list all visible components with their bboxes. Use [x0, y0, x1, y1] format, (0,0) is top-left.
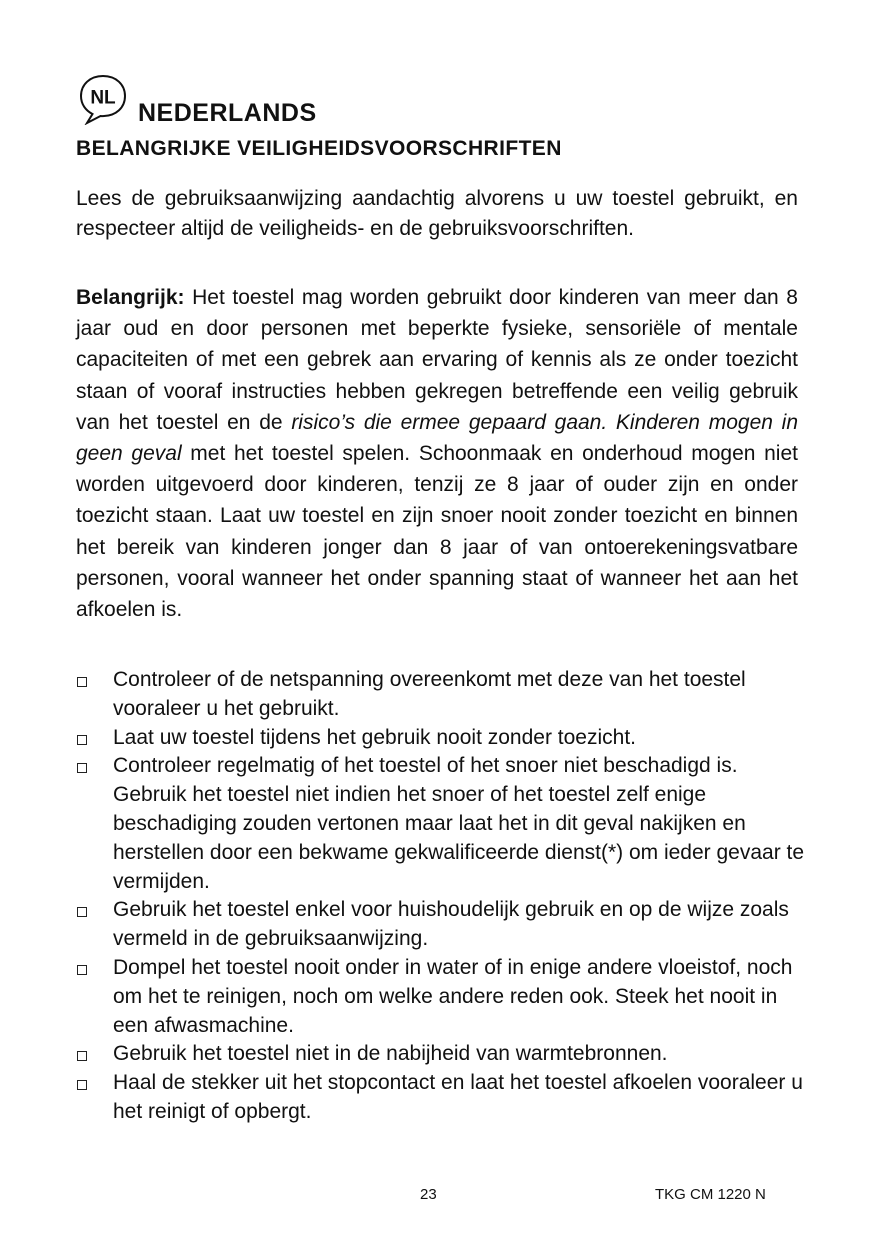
- checkbox-bullet-icon: [77, 965, 87, 975]
- list-item: Controleer regelmatig of het toestel of het snoer niet beschadigd is. Gebruik het toestel niet indien het snoer of het toestel zelf enige beschadiging zouden vertonen maar laat het in dit geval nakijken en herstellen door een bekwame gekwalificeerde dienst(*) om ieder gevaar te vermijden.: [76, 752, 806, 896]
- important-paragraph: [76, 282, 798, 625]
- list-item: Dompel het toestel nooit onder in water of in enige andere vloeistof, noch om het te reinigen, noch om welke andere reden ook. Steek het nooit in een afwasmachine.: [76, 954, 806, 1040]
- safety-list: [76, 666, 806, 1127]
- checkbox-bullet-icon: [77, 1080, 87, 1090]
- checkbox-bullet-icon: [77, 907, 87, 917]
- checkbox-bullet-icon: [77, 763, 87, 773]
- important-label: Belangrijk:: [76, 286, 185, 309]
- list-item: Laat uw toestel tijdens het gebruik nooit zonder toezicht.: [76, 724, 806, 753]
- language-badge-icon: [77, 73, 129, 125]
- list-item: Gebruik het toestel enkel voor huishoudelijk gebruik en op de wijze zoals vermeld in de gebruiksaanwijzing.: [76, 896, 806, 954]
- checkbox-bullet-icon: [77, 677, 87, 687]
- list-item: Controleer of de netspanning overeenkomt met deze van het toestel vooraleer u het gebruikt.: [76, 666, 806, 724]
- important-text-2: met het toestel spelen. Schoonmaak en onderhoud mogen niet worden uitgevoerd door kinderen, tenzij ze 8 jaar of ouder zijn en onder toezicht staan. Laat uw toestel en zijn snoer nooit zonder toezicht en binnen het bereik van kinderen jonger dan 8 jaar of van ontoerekeningsvatbare personen, vooral wanneer het onder spanning staat of wanneer het aan het afkoelen is.: [76, 442, 798, 622]
- language-heading: NEDERLANDS: [138, 99, 317, 127]
- list-item: Haal de stekker uit het stopcontact en laat het toestel afkoelen vooraleer u het reinigt of opbergt.: [76, 1069, 806, 1127]
- language-badge-text: NL: [90, 87, 116, 109]
- page-number: 23: [420, 1186, 437, 1203]
- intro-paragraph: Lees de gebruiksaanwijzing aandachtig alvorens u uw toestel gebruikt, en respecteer altijd de veiligheids- en de gebruiksvoorschriften.: [76, 187, 798, 240]
- model-number: TKG CM 1220 N: [655, 1186, 766, 1203]
- checkbox-bullet-icon: [77, 735, 87, 745]
- important-text-1: Het toestel mag worden gebruikt door kinderen van meer dan 8 jaar oud en door personen met beperkte fysieke, sensoriële of mentale capaciteiten of met een gebrek aan ervaring of kennis als ze onder toezicht staan of vooraf instructies hebben gekregen betreffende een veilig gebruik van het toestel en de: [76, 286, 798, 434]
- important-text-italic: risico’s die ermee gepaard gaan. Kinderen mogen in geen geval: [76, 410, 799, 466]
- list-item: Gebruik het toestel niet in de nabijheid van warmtebronnen.: [76, 1040, 806, 1069]
- section-title: BELANGRIJKE VEILIGHEIDSVOORSCHRIFTEN: [76, 137, 562, 160]
- checkbox-bullet-icon: [77, 1051, 87, 1061]
